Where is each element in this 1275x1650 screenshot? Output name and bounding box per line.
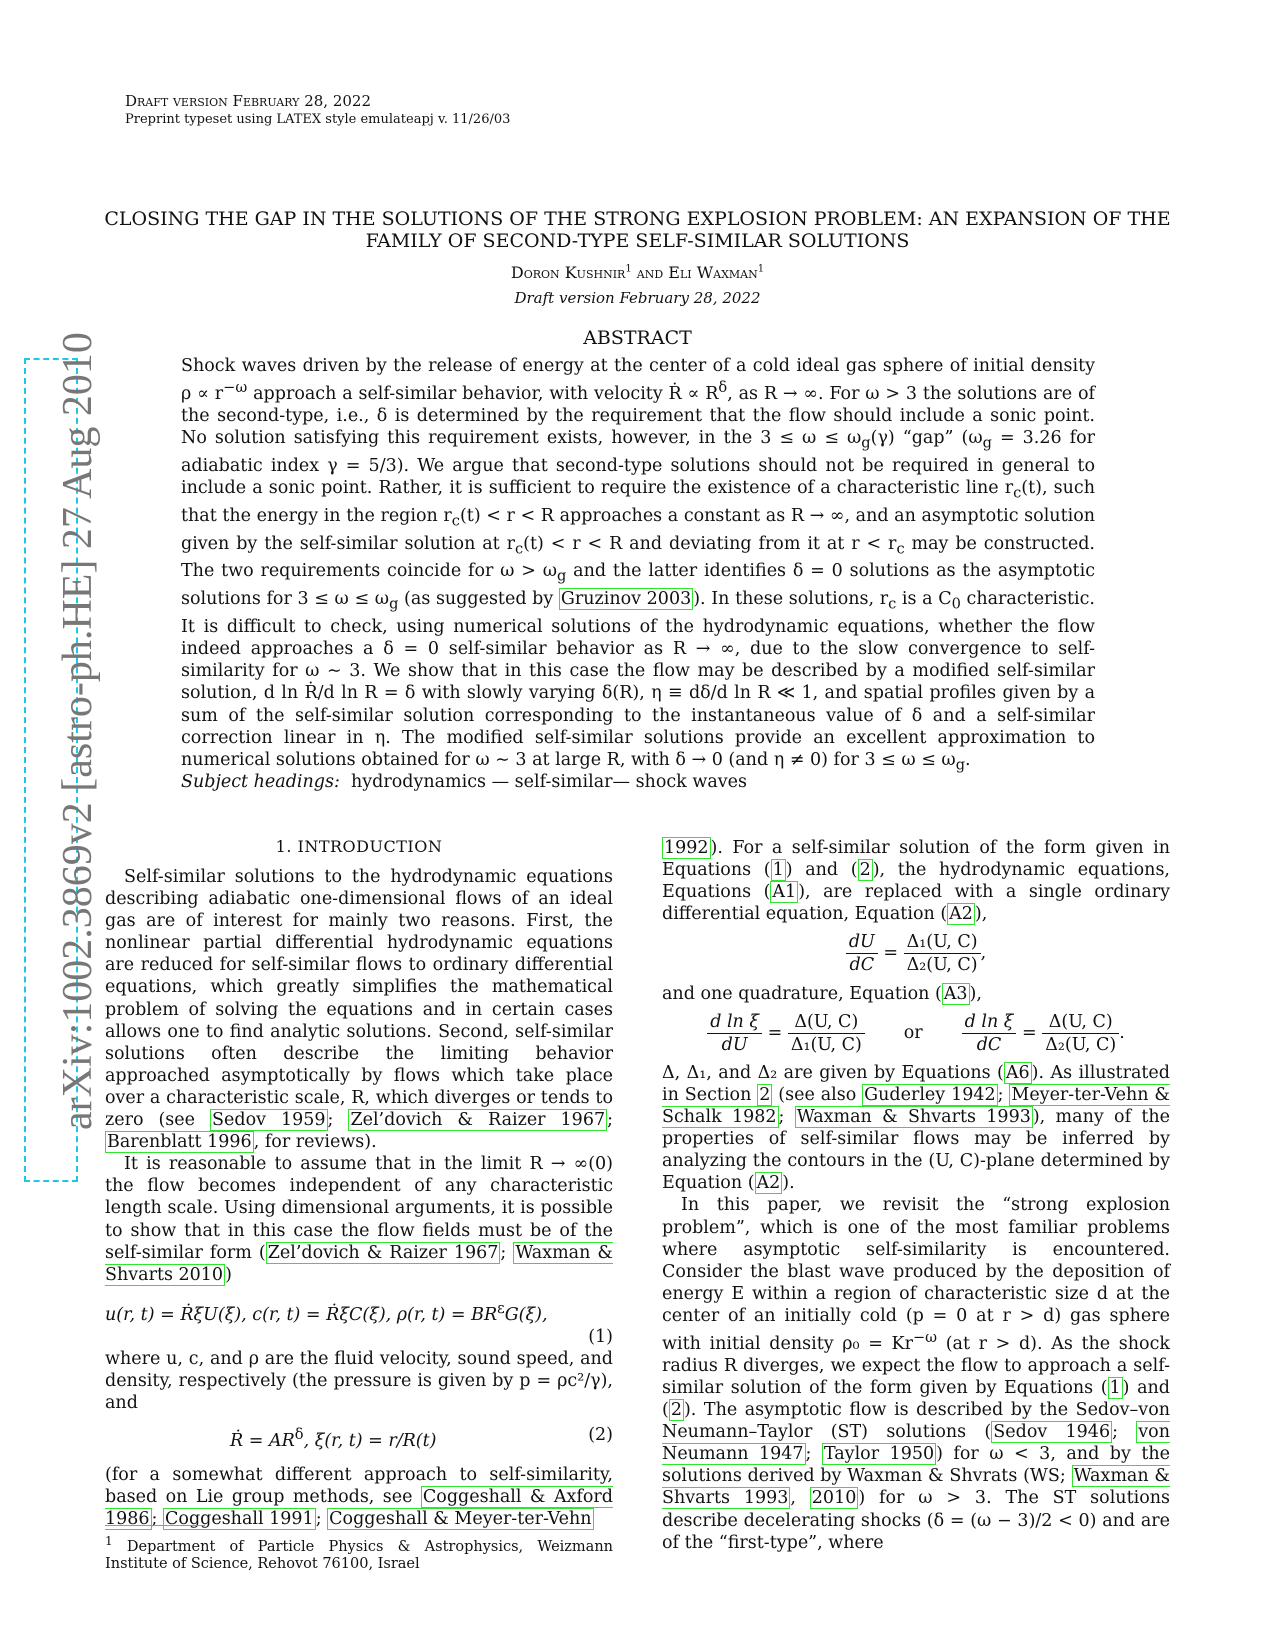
- ref-link[interactable]: A2: [756, 1173, 781, 1194]
- paragraph: In this paper, we revisit the “strong explosion problem”, which is one of the most familiar problems where asymptotic self-similarity is encountered. Consider the blast wave produced by the deposition of energy E within a region of characteristic size d at the center of an initially cold (p = 0 at r > d) gas sphere with initial density $\rho_0 = Kr^{-\omega}$ (at r > d). As the shock radius R diverges, we expect the flow to approach a self-similar solution of the form given by Equations ( 1 ) and ( 2 ). The asymptotic flow is described by the Sedov–von Neumann–Taylor (ST) solutions ( Sedov 1946 ; von Neumann 1947 ; Taylor 1950 ) for ω < 3, and by the solutions derived by Waxman & Shvrats (WS; Waxman & Shvarts 1993 , 2010 ) for ω > 3. The ST solutions describe decelerating shocks (δ = (ω − 3)/2 < 0) and are of the “first-type”, where: [662, 1195, 1170, 1553]
- section-heading: 1. INTRODUCTION: [275, 837, 443, 856]
- ref-link[interactable]: A2: [949, 904, 973, 925]
- ref-link[interactable]: Gruzinov 2003: [560, 589, 692, 610]
- ref-link[interactable]: Zel’dovich & Raizer 1967: [267, 1242, 499, 1263]
- ref-link[interactable]: Taylor 1950: [823, 1444, 935, 1465]
- ref-link[interactable]: von Neumann 1947: [662, 1422, 1170, 1465]
- paragraph: 1992 ). For a self-similar solution of the form given in Equations ( 1 ) and ( 2 ), the hydrodynamic equations, Equations ( A1 ), are replaced with a single ordinary differential equation, Equation ( A2 ),: [662, 838, 1170, 925]
- equation-number: (1): [588, 1326, 613, 1347]
- ref-link[interactable]: Sedov 1946: [993, 1422, 1111, 1443]
- left-column: [105, 866, 613, 1530]
- ref-link[interactable]: Coggeshall 1991: [165, 1509, 314, 1530]
- equation-quadrature: $\frac{\text{d ln ξ}}{dU}$ = $\frac{\Delta(U, C)}{\text{Δ₁(U, C)}}$ or $\frac{\text{d ln ξ}}{dC}$ = $\frac{\Delta(U, C)}{\text{Δ₂(U, C)}}$ .: [662, 1011, 1170, 1056]
- author-sep: and: [636, 263, 664, 282]
- ref-link[interactable]: Waxman & Shvarts 2010: [105, 1242, 613, 1285]
- abstract-heading: ABSTRACT: [583, 327, 692, 349]
- ref-link[interactable]: Meyer-ter-Vehn & Schalk 1982: [662, 1084, 1170, 1128]
- arxiv-id[interactable]: arXiv:1002.3869v2 [astro-ph.HE] 27 Aug 2010: [55, 332, 101, 1130]
- ref-link[interactable]: Barenblatt 1996: [107, 1132, 252, 1153]
- footnote-rule: [105, 1525, 205, 1526]
- ref-link[interactable]: 1: [1109, 1377, 1121, 1398]
- subject-headings: Subject headings: hydrodynamics — self-similar— shock waves: [181, 772, 747, 792]
- ref-link[interactable]: 2: [859, 860, 871, 881]
- preprint-line: Preprint typeset using LATEX style emulateapj v. 11/26/03: [125, 112, 511, 127]
- ref-link[interactable]: Waxman & Shvarts 1993: [662, 1466, 1170, 1509]
- ref-link[interactable]: Zel’dovich & Raizer 1967: [350, 1110, 606, 1131]
- footnote: $^1$ Department of Particle Physics & Astrophysics, Weizmann Institute of Science, Rehovot 76100, Israel: [105, 1534, 613, 1572]
- paper-title: CLOSING THE GAP IN THE SOLUTIONS OF THE STRONG EXPLOSION PROBLEM: AN EXPANSION OF THE FAMILY OF SECOND-TYPE SELF-SIMILAR SOLUTIONS: [104, 208, 1171, 252]
- ref-link[interactable]: A6: [1005, 1062, 1030, 1083]
- equation-2: Ṙ = $AR^\delta$, ξ(r, t) = r/R(t) (2): [230, 1425, 613, 1451]
- equation-1: u(r, t) = ṘξU(ξ), c(r, t) = ṘξC(ξ), ρ(r, $t) = BR^\varepsilon G(\xi)$,: [105, 1299, 548, 1325]
- draft-version: Draft version February 28, 2022: [514, 289, 761, 307]
- ref-link[interactable]: A1: [772, 882, 797, 903]
- equation-dUdC: $\frac{dU}{dC}$ = $\frac{\text{Δ₁(U, C)}}{\text{Δ₂(U, C)}}$ ,: [662, 931, 1170, 976]
- ref-link[interactable]: 1992: [664, 838, 709, 858]
- ref-link[interactable]: 2: [670, 1400, 682, 1421]
- ref-link[interactable]: 2: [759, 1084, 771, 1105]
- ref-link[interactable]: A3: [943, 983, 968, 1004]
- ref-link[interactable]: 2010: [811, 1488, 857, 1509]
- paragraph: Self-similar solutions to the hydrodynamic equations describing adiabatic one-dimensional flows of an ideal gas are of interest for mainly two reasons. First, the nonlinear partial differential hydrodynamic equations are reduced for self-similar flows to ordinary differential equations, which greatly simplifies the mathematical problem of solving the equations and in certain cases allows one to find analytic solutions. Second, self-similar solutions often describe the limiting behavior approached asymptotically by flows which take place over a characteristic scale, R, which diverges or tends to zero (see Sedov 1959 ; Zel’dovich & Raizer 1967 ; Barenblatt 1996 , for reviews).: [105, 867, 613, 1153]
- author-1: Doron Kushnir: [510, 263, 626, 282]
- ref-link[interactable]: Waxman & Shvarts 1993: [796, 1107, 1031, 1128]
- ref-link[interactable]: 1: [772, 860, 784, 881]
- abstract-text: Shock waves driven by the release of energy at the center of a cold ideal gas sphere of initial density $\rho \propto r^{-\omega}$ approach a self-similar behavior, with velocity Ṙ ∝ $R^\delta$, as R → ∞. For ω > 3 the solutions are of the second-type, i.e., δ is determined by the requirement that the flow should include a sonic point. No solution satisfying this requirement exists, however, in the $3 \le \omega \le \omega_g(\gamma)$ “gap” ($\omega_g = 3.26$ for adiabatic index γ = 5/3). We argue that second-type solutions should not be required in general to include a sonic point. Rather, it is sufficient to require the existence of a characteristic line $r_c(t)$, such that the energy in the region $r_c(t) < r < R$ approaches a constant as R → ∞, and an asymptotic solution given by the self-similar solution at $r_c(t) < r < R$ and deviating from it at $r < r_c$ may be constructed. The two requirements coincide for $\omega > \omega_g$ and the latter identifies δ = 0 solutions as the asymptotic solutions for $3 \le \omega \le \omega_g$ (as suggested by Gruzinov 2003 ). In these solutions, $r_c$ is a $C_0$ characteristic. It is difficult to check, using numerical solutions of the hydrodynamic equations, whether the flow indeed approaches a δ = 0 self-similar behavior as R → ∞, due to the slow convergence to self-similarity for ω ∼ 3. We show that in this case the flow may be described by a modified self-similar solution, d ln Ṙ/d ln R = δ with slowly varying δ(R), η ≡ dδ/d ln R ≪ 1, and spatial profiles given by a sum of the self-similar solution corresponding to the instantaneous value of δ and a self-similar correction linear in η. The modified self-similar solutions provide an excellent approximation to numerical solutions obtained for ω ∼ 3 at large R, with δ → 0 (and η ≠ 0) for $3 \le \omega \le \omega_g$.: [181, 356, 1096, 774]
- ref-link[interactable]: Coggeshall & Meyer-ter-Vehn: [329, 1509, 592, 1530]
- right-column: [662, 837, 1170, 1554]
- paragraph: Δ, Δ₁, and Δ₂ are given by Equations ( A6 ). As illustrated in Section 2 (see also Guderley 1942 ; Meyer-ter-Vehn & Schalk 1982 ; Waxman & Shvarts 1993 ), many of the properties of self-similar flows may be inferred by analyzing the contours in the (U, C)-plane determined by Equation ( A2 ).: [662, 1062, 1171, 1194]
- author-2: Eli Waxman: [668, 263, 758, 282]
- paragraph: It is reasonable to assume that in the limit R → ∞(0) the flow becomes independent of any characteristic length scale. Using dimensional arguments, it is possible to show that in this case the flow fields must be of the self-similar form ( Zel’dovich & Raizer 1967 ; Waxman & Shvarts 2010 ): [105, 1154, 613, 1285]
- arxiv-stamp[interactable]: [24, 332, 101, 1182]
- ref-link[interactable]: Coggeshall & Axford 1986: [105, 1487, 614, 1530]
- draft-header: Draft version February 28, 2022: [125, 92, 371, 110]
- paragraph: (for a somewhat different approach to self-similarity, based on Lie group methods, see Coggeshall & Axford 1986 ; Coggeshall 1991 ; Coggeshall & Meyer-ter-Vehn: [105, 1465, 614, 1530]
- authors: Doron Kushnir$^1$ and Eli Waxman$^1$: [510, 263, 765, 282]
- ref-link[interactable]: Guderley 1942: [864, 1084, 996, 1105]
- paragraph: and one quadrature, Equation ( A3 ),: [662, 983, 982, 1004]
- ref-link[interactable]: Sedov 1959: [212, 1110, 326, 1131]
- paragraph: where u, c, and ρ are the fluid velocity, sound speed, and density, respectively (the pressure is given by p = ρc²/γ), and: [105, 1348, 613, 1413]
